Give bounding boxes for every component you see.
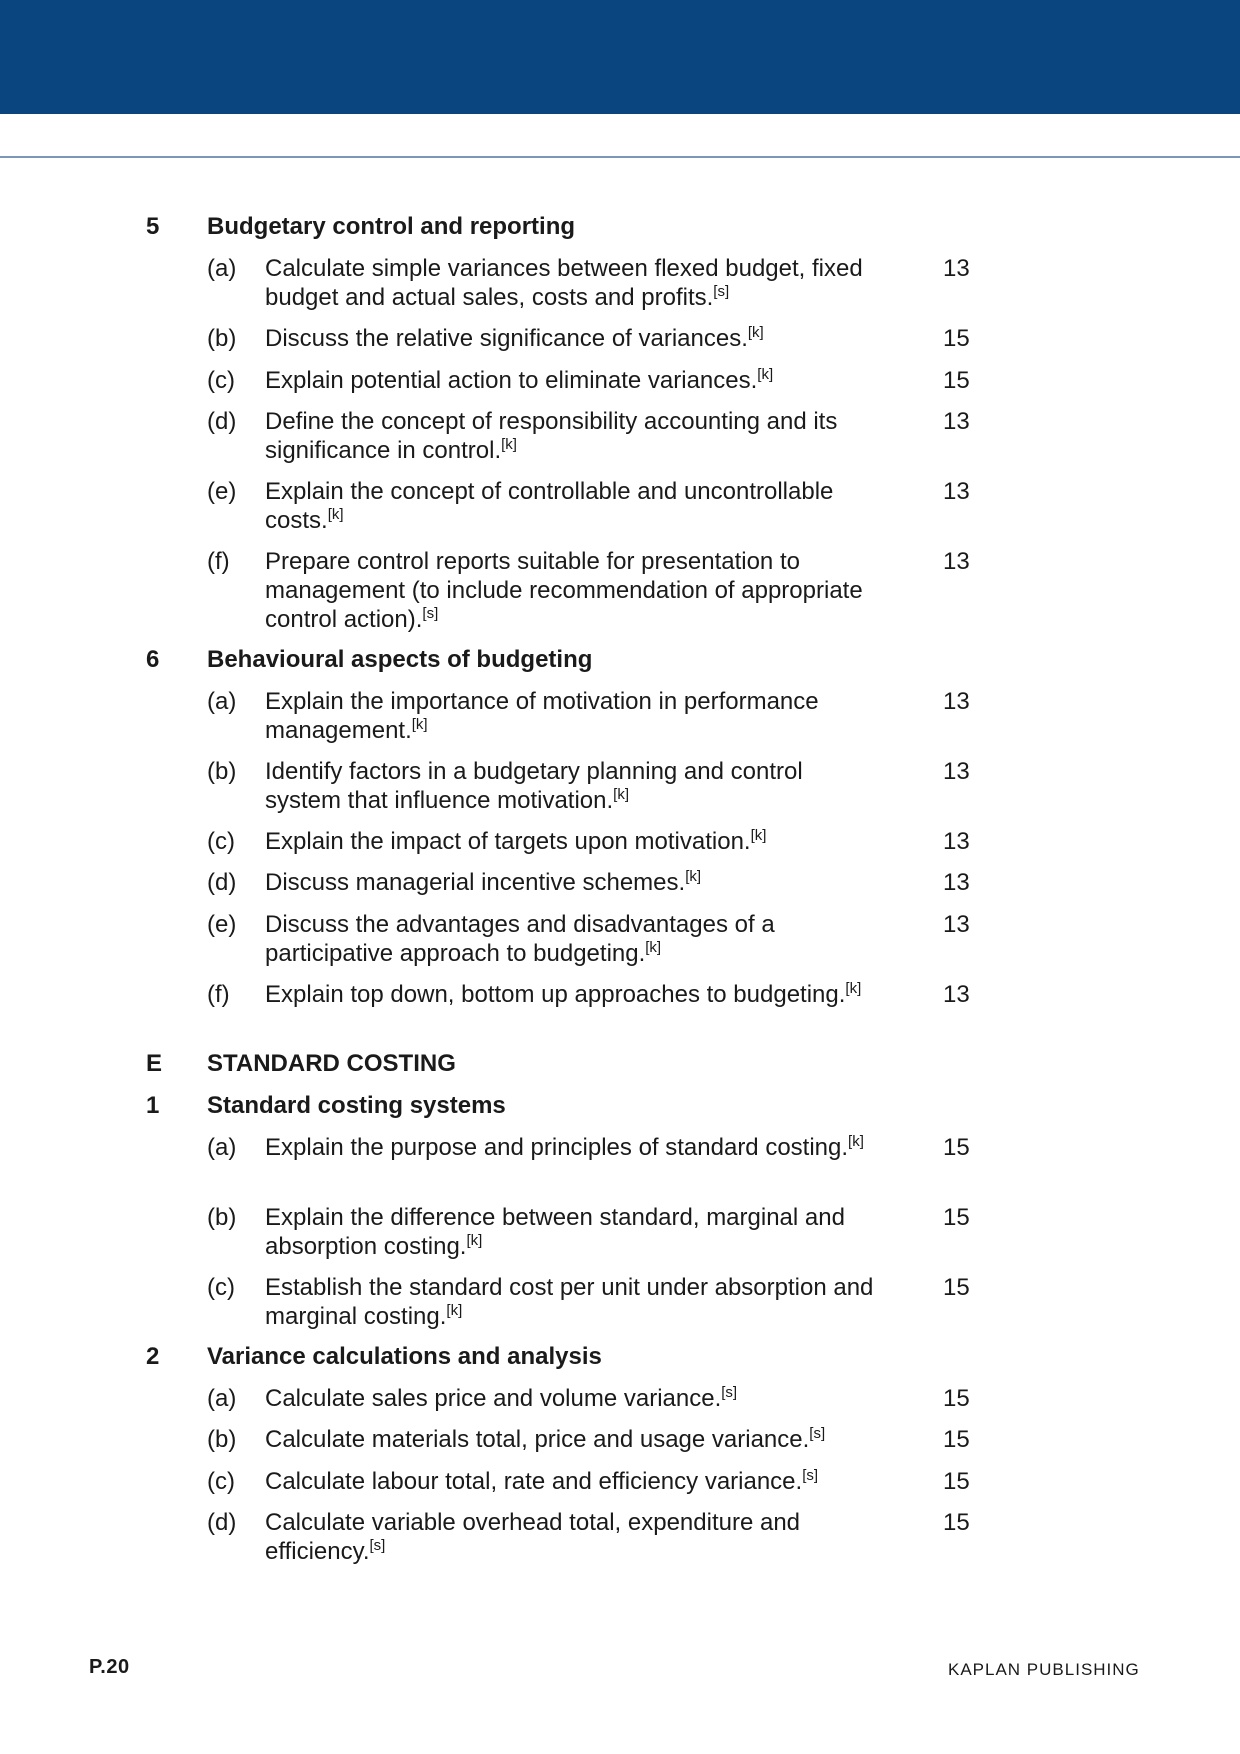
item-level: [k] xyxy=(327,506,344,523)
item-reference: 13 xyxy=(943,688,970,715)
section-number: 5 xyxy=(146,213,160,240)
item-reference: 13 xyxy=(943,911,970,938)
item-reference: 13 xyxy=(943,478,970,505)
item-letter: (d) xyxy=(207,1509,237,1536)
item-reference: 13 xyxy=(943,548,970,575)
item-text: Explain the concept of controllable and uncontrollable costs.[k] xyxy=(265,478,834,534)
item-text: Define the concept of responsibility accounting and its significance in control.[k] xyxy=(265,408,838,464)
section-title: Variance calculations and analysis xyxy=(207,1343,602,1370)
item-letter: (c) xyxy=(207,1274,235,1301)
item-reference: 13 xyxy=(943,255,970,282)
item-letter: (d) xyxy=(207,869,237,896)
item-text: Explain the difference between standard, marginal and absorption costing.[k] xyxy=(265,1204,845,1260)
item-level: [s] xyxy=(802,1467,819,1484)
item-text: Discuss the relative significance of variances.[k] xyxy=(265,324,764,352)
item-reference: 15 xyxy=(943,1509,970,1536)
item-letter: (c) xyxy=(207,367,235,394)
item-reference: 15 xyxy=(943,367,970,394)
item-reference: 13 xyxy=(943,758,970,785)
item-letter: (f) xyxy=(207,981,230,1008)
publisher-name: KAPLAN PUBLISHING xyxy=(948,1660,1140,1679)
item-level: [k] xyxy=(411,716,428,733)
item-level: [k] xyxy=(645,939,662,956)
item-level: [k] xyxy=(613,786,630,803)
item-level: [k] xyxy=(750,827,767,844)
section-number: 1 xyxy=(146,1092,160,1119)
item-letter: (a) xyxy=(207,1134,237,1161)
item-text: Establish the standard cost per unit under absorption and marginal costing.[k] xyxy=(265,1274,874,1330)
item-letter: (b) xyxy=(207,1204,237,1231)
item-reference: 15 xyxy=(943,325,970,352)
header-rule xyxy=(0,156,1240,158)
item-letter: (c) xyxy=(207,828,235,855)
item-reference: 15 xyxy=(943,1134,970,1161)
item-reference: 15 xyxy=(943,1274,970,1301)
item-reference: 15 xyxy=(943,1204,970,1231)
item-level: [k] xyxy=(848,1133,864,1150)
part-letter: E xyxy=(146,1050,163,1077)
item-letter: (b) xyxy=(207,758,237,785)
header-band xyxy=(0,0,1240,114)
item-text: Prepare control reports suitable for presentation to management (to include recommendation of appropriate control action).[s] xyxy=(265,548,863,633)
item-letter: (a) xyxy=(207,1385,237,1412)
item-text: Explain top down, bottom up approaches to budgeting.[k] xyxy=(265,980,862,1008)
item-reference: 15 xyxy=(943,1468,970,1495)
item-letter: (e) xyxy=(207,478,237,505)
item-reference: 13 xyxy=(943,981,970,1008)
item-text: Explain potential action to eliminate variances.[k] xyxy=(265,366,774,394)
section-number: 2 xyxy=(146,1343,160,1370)
item-text: Explain the importance of motivation in performance management.[k] xyxy=(265,688,819,744)
item-level: [s] xyxy=(422,605,439,622)
item-reference: 15 xyxy=(943,1385,970,1412)
item-level: [k] xyxy=(501,436,517,453)
item-text: Calculate simple variances between flexed budget, fixed budget and actual sales, costs and profits.[s] xyxy=(265,255,863,311)
part-title: STANDARD COSTING xyxy=(207,1050,456,1077)
section-title: Standard costing systems xyxy=(207,1092,506,1119)
item-letter: (d) xyxy=(207,408,237,435)
item-level: [k] xyxy=(845,980,862,997)
item-letter: (c) xyxy=(207,1468,235,1495)
item-level: [s] xyxy=(713,283,730,300)
item-text: Discuss the advantages and disadvantages of a participative approach to budgeting.[k] xyxy=(265,911,775,967)
item-letter: (b) xyxy=(207,325,237,352)
item-text: Calculate sales price and volume variance.[s] xyxy=(265,1384,738,1412)
item-text: Explain the impact of targets upon motivation.[k] xyxy=(265,827,767,855)
item-letter: (a) xyxy=(207,688,237,715)
item-level: [s] xyxy=(369,1537,386,1554)
item-letter: (a) xyxy=(207,255,237,282)
item-text: Identify factors in a budgetary planning and control system that influence motivation.[k] xyxy=(265,758,803,814)
page-number: P.20 xyxy=(89,1656,130,1678)
item-level: [k] xyxy=(466,1232,483,1249)
item-reference: 13 xyxy=(943,869,970,896)
item-reference: 13 xyxy=(943,408,970,435)
item-level: [k] xyxy=(446,1302,463,1319)
item-level: [k] xyxy=(747,324,764,341)
item-level: [s] xyxy=(809,1425,826,1442)
item-text: Calculate materials total, price and usage variance.[s] xyxy=(265,1425,826,1453)
section-title: Behavioural aspects of budgeting xyxy=(207,646,593,673)
section-number: 6 xyxy=(146,646,160,673)
item-text: Calculate labour total, rate and efficiency variance.[s] xyxy=(265,1467,819,1495)
section-title: Budgetary control and reporting xyxy=(207,213,576,240)
item-text: Discuss managerial incentive schemes.[k] xyxy=(265,868,702,896)
item-text: Explain the purpose and principles of standard costing.[k] xyxy=(265,1133,864,1161)
item-level: [s] xyxy=(721,1384,738,1401)
item-letter: (e) xyxy=(207,911,237,938)
item-text: Calculate variable overhead total, expenditure and efficiency.[s] xyxy=(265,1509,801,1565)
item-reference: 13 xyxy=(943,828,970,855)
item-level: [k] xyxy=(757,366,774,383)
item-letter: (f) xyxy=(207,548,230,575)
item-reference: 15 xyxy=(943,1426,970,1453)
item-level: [k] xyxy=(685,868,702,885)
item-letter: (b) xyxy=(207,1426,237,1453)
